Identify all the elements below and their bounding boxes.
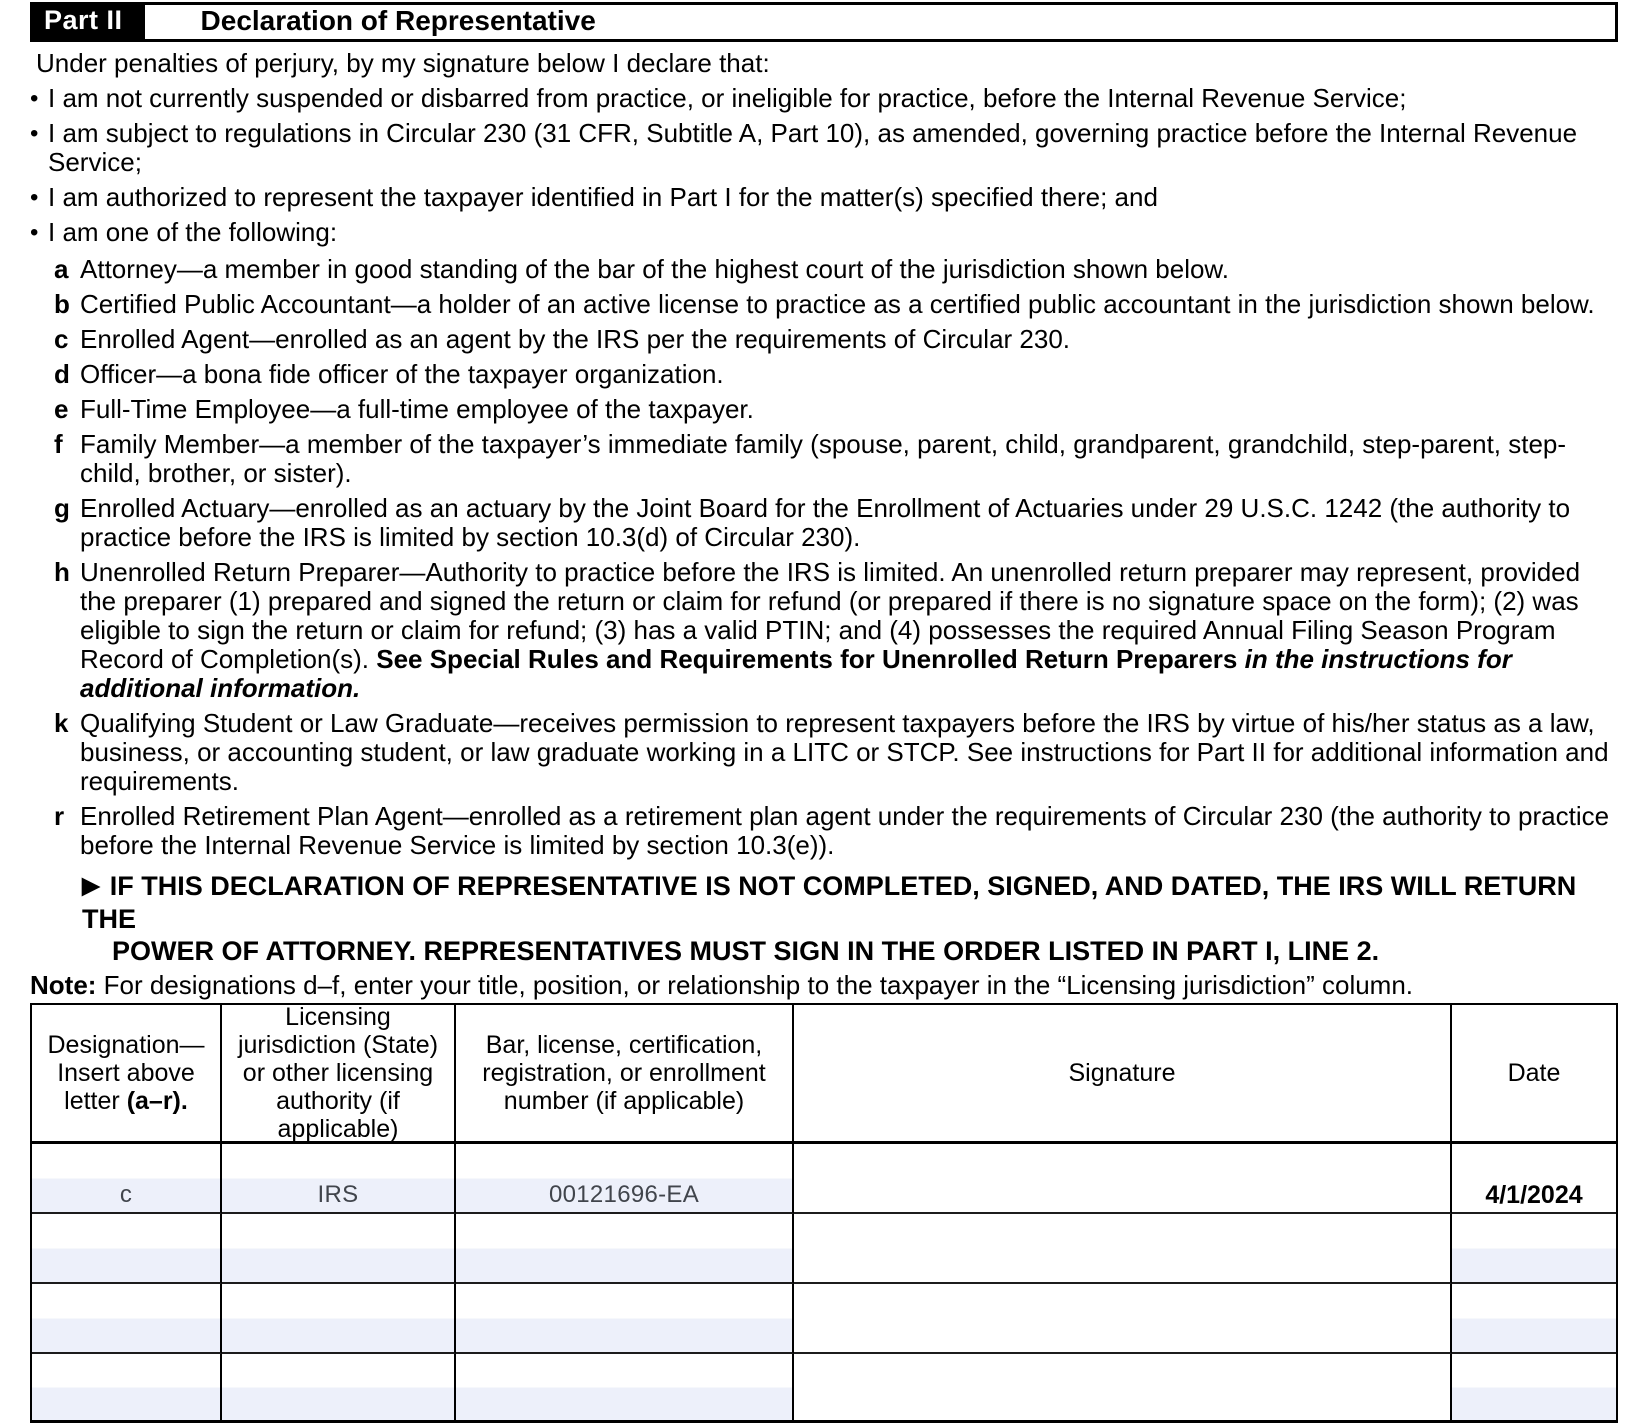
designation-letter: e: [54, 394, 69, 424]
arrow-right-icon: ▶: [82, 872, 100, 898]
designation-item-text: Certified Public Accountant—a holder of an active license to practice as a certified public accountant in the jurisdiction shown below.: [80, 289, 1595, 319]
col-header-license-number: Bar, license, certification, registration, or enrollment number (if applicable): [456, 1005, 794, 1144]
signature-field-row-4[interactable]: [794, 1354, 1452, 1420]
jurisdiction-field-row-4[interactable]: [222, 1354, 456, 1420]
note-label: Note:: [30, 970, 97, 1000]
return-warning-text: [30, 870, 1618, 967]
designation-item-d: [30, 360, 1618, 389]
designation-letter: h: [54, 557, 70, 587]
date-field-row-4[interactable]: [1452, 1354, 1616, 1420]
date-field-row-3[interactable]: [1452, 1284, 1616, 1354]
bullet-icon: •: [30, 120, 39, 147]
bullet-text: I am authorized to represent the taxpayer identified in Part I for the matter(s) specified there; and: [48, 182, 1158, 212]
designation-letter: g: [54, 493, 70, 523]
col-header-signature: Signature: [794, 1005, 1452, 1144]
col-header-date: Date: [1452, 1005, 1616, 1144]
designation-letter: d: [54, 359, 70, 389]
instructions-reference: in the instructions for additional information.: [80, 644, 1512, 703]
designation-letter: a: [54, 254, 69, 284]
signature-field-row-1[interactable]: [794, 1144, 1452, 1214]
designation-item-e: [30, 395, 1618, 424]
bullet-text: I am one of the following:: [48, 217, 338, 247]
bullet-icon: •: [30, 184, 39, 211]
list-item: [30, 183, 1618, 212]
date-field-row-1[interactable]: 4/1/2024: [1452, 1144, 1616, 1214]
bullet-text: I am subject to regulations in Circular 230 (31 CFR, Subtitle A, Part 10), as amended, governing practice before the Internal Revenue Service;: [48, 118, 1578, 177]
part-header-band: [30, 2, 1618, 42]
jurisdiction-field-row-3[interactable]: [222, 1284, 456, 1354]
designation-field-row-2[interactable]: [32, 1214, 222, 1284]
designation-item-text: Full-Time Employee—a full-time employee of the taxpayer.: [80, 394, 754, 424]
designation-item-text: Officer—a bona fide officer of the taxpayer organization.: [80, 359, 724, 389]
license-number-field-row-3[interactable]: [456, 1284, 794, 1354]
warning-line-1: ▶ IF THIS DECLARATION OF REPRESENTATIVE IS NOT COMPLETED, SIGNED, AND DATED, THE IRS WILL RETURN THE: [82, 871, 1577, 934]
designation-letter: r: [54, 801, 65, 831]
date-field-row-2[interactable]: [1452, 1214, 1616, 1284]
designation-item-k: [30, 709, 1618, 796]
designation-item-text: Enrolled Retirement Plan Agent—enrolled as a retirement plan agent under the requirements of Circular 230 (the authority to practice before the Internal Revenue Service is limited by section 10.3(e)).: [80, 801, 1610, 860]
designation-item-a: [30, 255, 1618, 284]
perjury-intro-text: Under penalties of perjury, by my signature below I declare that:: [36, 48, 770, 78]
designation-item-f: [30, 430, 1618, 488]
designation-field-row-4[interactable]: [32, 1354, 222, 1420]
signature-field-row-3[interactable]: [794, 1284, 1452, 1354]
designation-letter: c: [54, 324, 69, 354]
designation-item-c: [30, 325, 1618, 354]
col-header-designation: Designation— Insert above letter (a–r).: [32, 1005, 222, 1144]
designation-item-text: Enrolled Agent—enrolled as an agent by the IRS per the requirements of Circular 230.: [80, 324, 1071, 354]
designation-item-text: Qualifying Student or Law Graduate—receives permission to represent taxpayers before the IRS by virtue of his/her status as a law, business, or accounting student, or law graduate working in a LITC or STCP. See instructions for Part II for additional information and requirements.: [80, 708, 1609, 796]
page-title: Declaration of Representative: [200, 4, 596, 36]
note-text: Note: For designations d–f, enter your title, position, or relationship to the taxpayer in the “Licensing jurisdiction” column.: [30, 970, 1414, 1000]
signature-field-row-2[interactable]: [794, 1214, 1452, 1284]
warning-line-2: POWER OF ATTORNEY. REPRESENTATIVES MUST SIGN IN THE ORDER LISTED IN PART I, LINE 2.: [112, 936, 1380, 966]
designation-item-b: [30, 290, 1618, 319]
special-rules-reference: See Special Rules and Requirements for Unenrolled Return Preparers: [376, 644, 1238, 674]
license-number-field-row-1[interactable]: 00121696-EA: [456, 1144, 794, 1214]
list-item: [30, 84, 1618, 113]
bullet-icon: •: [30, 85, 39, 112]
col-header-licensing-jurisdiction: Licensing jurisdiction (State) or other licensing authority (if applicable): [222, 1005, 456, 1144]
license-number-field-row-4[interactable]: [456, 1354, 794, 1420]
jurisdiction-field-row-2[interactable]: [222, 1214, 456, 1284]
designation-letter: b: [54, 289, 70, 319]
designation-item-g: [30, 494, 1618, 552]
jurisdiction-field-row-1[interactable]: IRS: [222, 1144, 456, 1214]
designation-item-r: [30, 802, 1618, 860]
declaration-bullet-list: [30, 84, 1618, 247]
designation-field-row-1[interactable]: c: [32, 1144, 222, 1214]
designation-item-text: Enrolled Actuary—enrolled as an actuary by the Joint Board for the Enrollment of Actuaries under 29 U.S.C. 1242 (the authority to practice before the IRS is limited by section 10.3(d) of Circular 230).: [80, 493, 1571, 552]
bullet-text: I am not currently suspended or disbarred from practice, or ineligible for practice, before the Internal Revenue Service;: [48, 83, 1407, 113]
designation-item-h: [30, 558, 1618, 703]
license-number-field-row-2[interactable]: [456, 1214, 794, 1284]
designation-letter: k: [54, 708, 69, 738]
list-item: [30, 218, 1618, 247]
designation-item-text: Family Member—a member of the taxpayer’s immediate family (spouse, parent, child, grandparent, grandchild, step-parent, step-child, brother, or sister).: [80, 429, 1567, 488]
designation-definitions-list: [30, 255, 1618, 860]
bullet-icon: •: [30, 219, 39, 246]
part-2-label: Part II: [30, 5, 145, 39]
representative-signature-table: [30, 1003, 1618, 1423]
list-item: [30, 119, 1618, 177]
designation-item-text: Attorney—a member in good standing of the bar of the highest court of the jurisdiction shown below.: [80, 254, 1230, 284]
designation-item-text: Unenrolled Return Preparer—Authority to practice before the IRS is limited. An unenrolled return preparer may represent, provided the preparer (1) prepared and signed the return or claim for refund (or prepared if there is no signature space on the form); (2) was eligible to sign the return or claim for refund; (3) has a valid PTIN; and (4) possesses the required Annual Filing Season Program Record of Completion(s). See Special Rules and Requirements for Unenrolled Return Preparers in the instructions for additional information.: [80, 557, 1581, 703]
designation-field-row-3[interactable]: [32, 1284, 222, 1354]
designation-letter: f: [54, 429, 63, 459]
